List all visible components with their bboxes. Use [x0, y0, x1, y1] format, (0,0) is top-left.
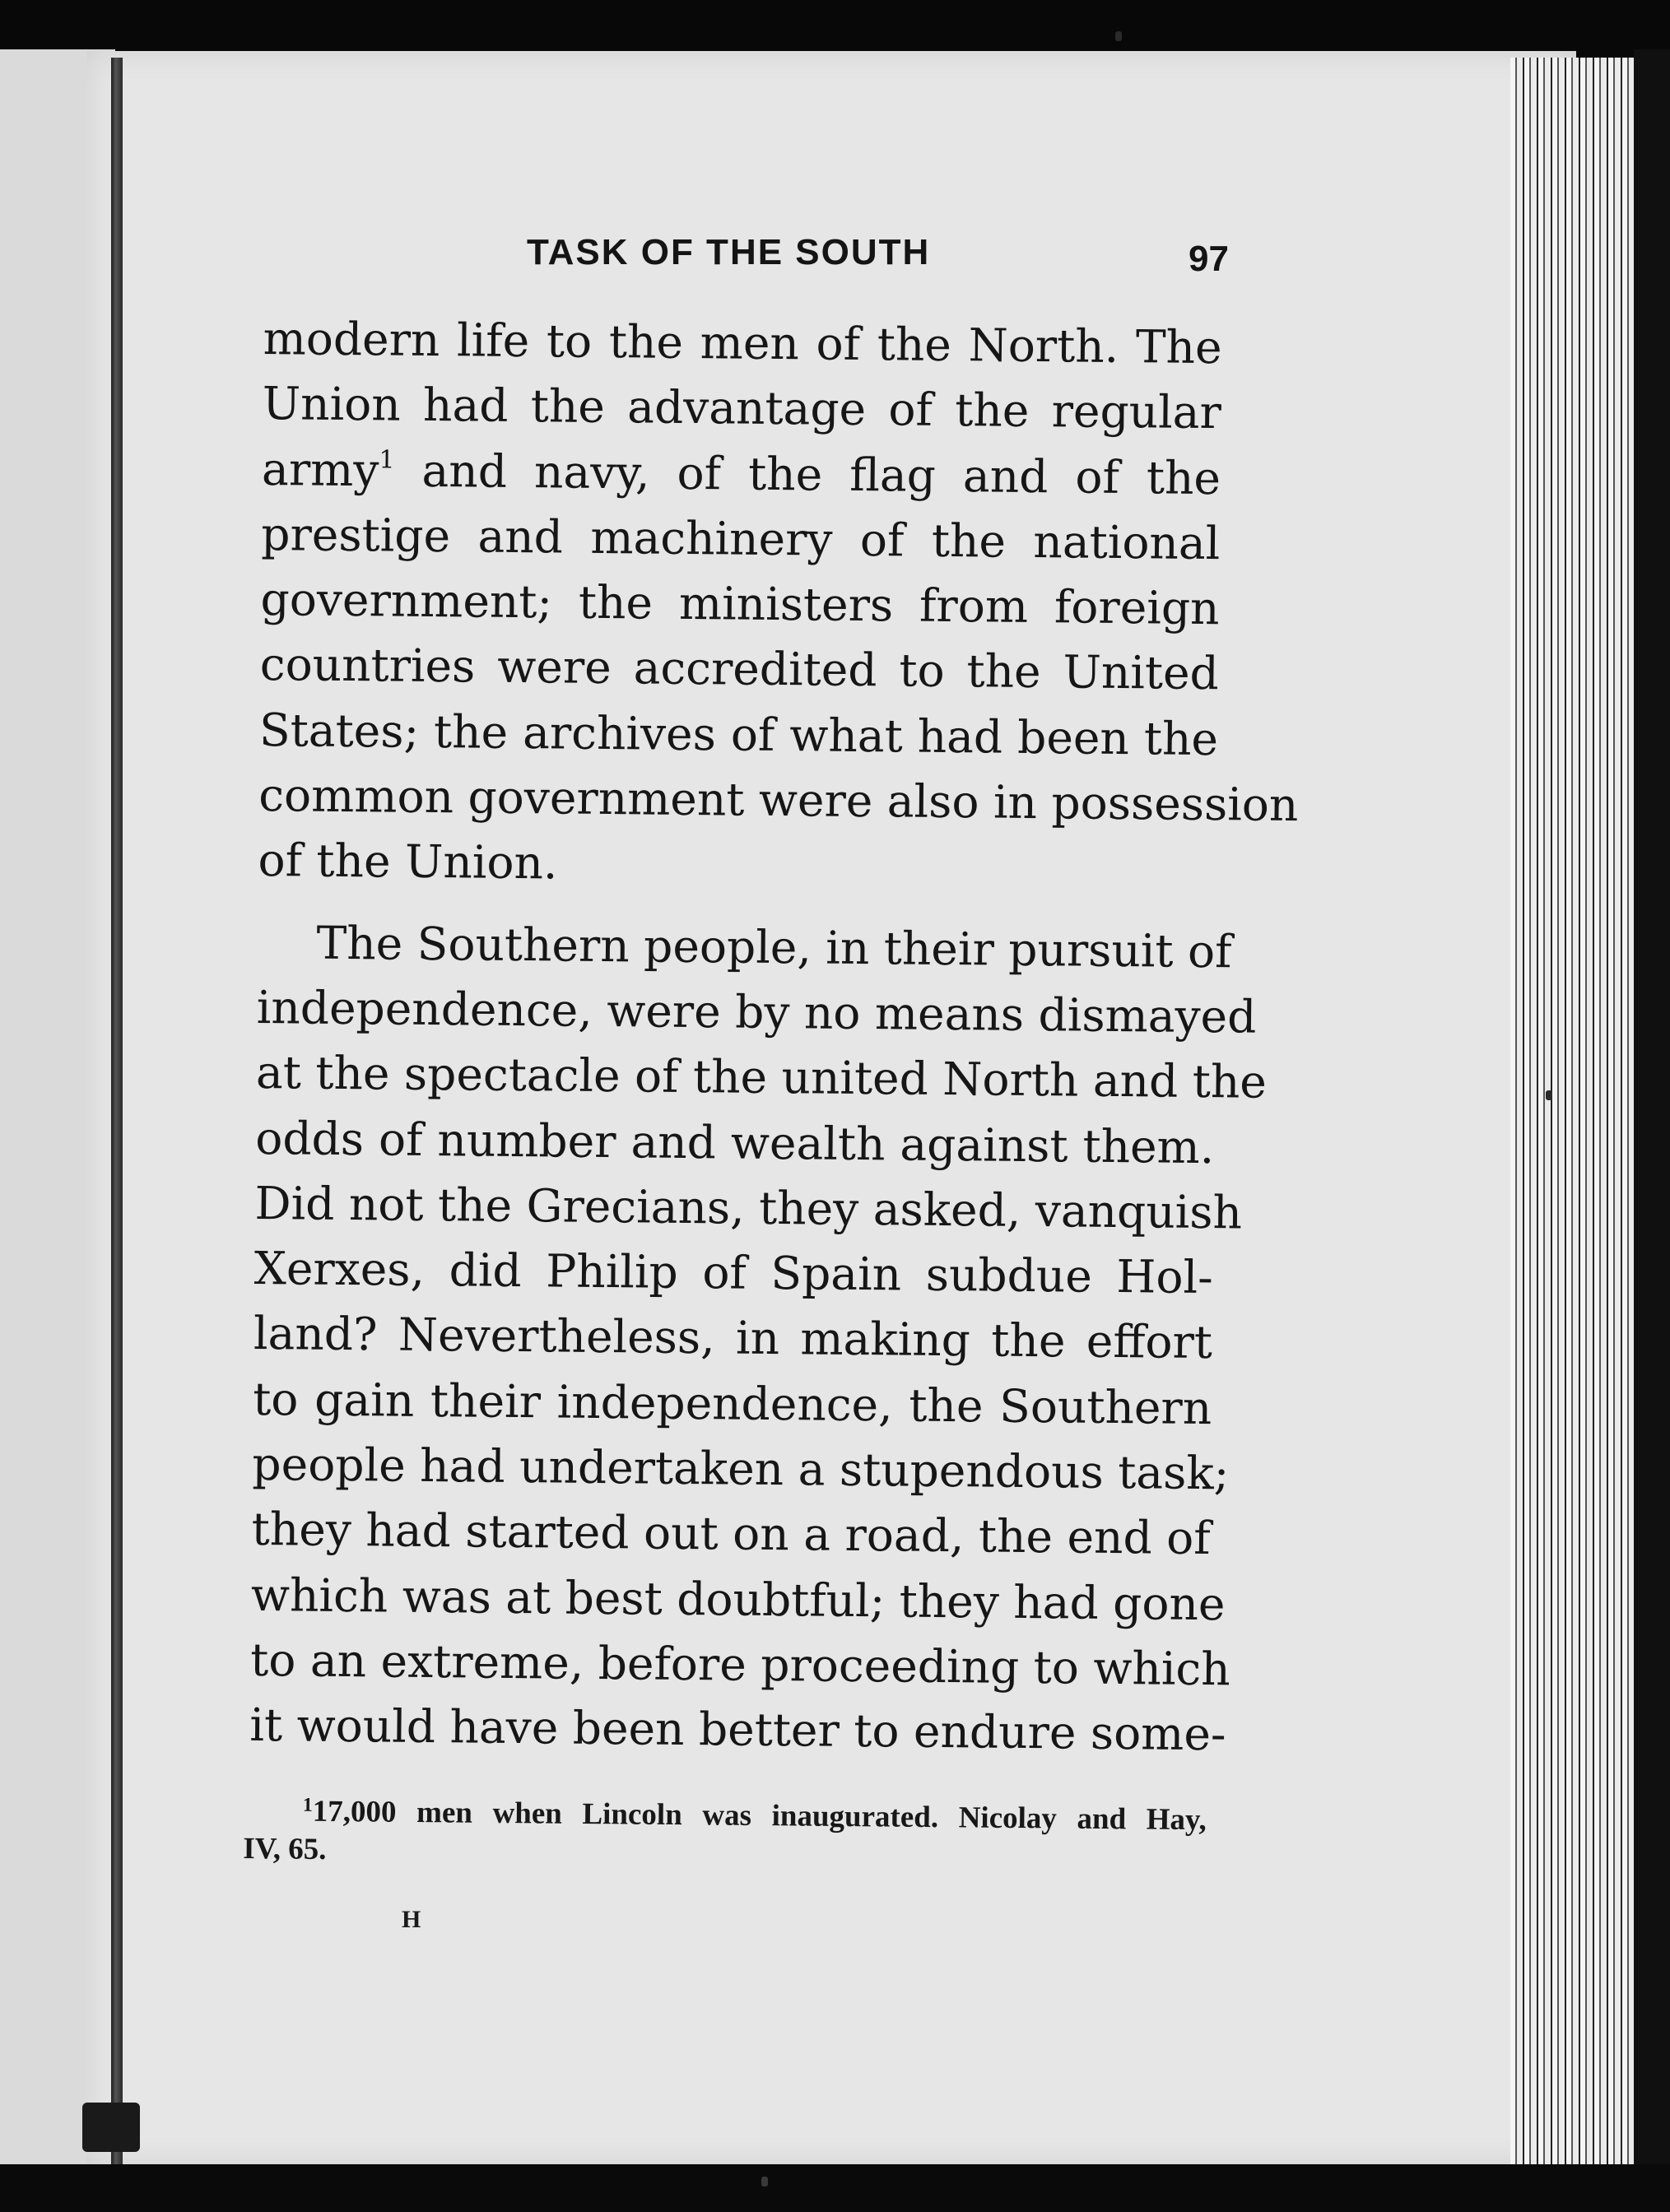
dust-speck — [761, 2177, 768, 2186]
book-gutter — [111, 58, 123, 2164]
running-head: TASK OF THE SOUTH — [527, 232, 931, 272]
scan-bottom-border — [0, 2164, 1670, 2212]
page-number: 97 — [1189, 239, 1229, 279]
text-line: government; the ministers from foreign — [260, 573, 1220, 635]
gutter-clip — [82, 2103, 140, 2152]
dust-speck — [1115, 31, 1122, 41]
text-line: people had undertaken a stupendous task; — [252, 1437, 1230, 1500]
text-line: of the Union. — [258, 834, 558, 890]
text-line: Did not the Grecians, they asked, vanquish — [254, 1176, 1243, 1239]
dust-speck — [1546, 1090, 1552, 1100]
text-line: at the spectacle of the united North and the — [255, 1046, 1268, 1109]
text-line: which was at best doubtful; they had gone — [250, 1568, 1226, 1630]
footnote-reference: 1 — [379, 444, 395, 475]
text-line: it would have been better to endure some- — [249, 1698, 1226, 1761]
footnote-line: IV, 65. — [243, 1831, 327, 1866]
scan-right-border — [1634, 49, 1670, 2212]
text-line: States; the archives of what had been the — [258, 703, 1219, 765]
text-line: The Southern people, in their pursuit of — [316, 916, 1232, 978]
body-text — [249, 306, 1299, 1768]
text-line: independence, were by no means dismayed — [256, 980, 1257, 1043]
text-line: prestige and machinery of the national — [261, 507, 1221, 570]
text-line: Xerxes, did Philip of Spain subdue Hol- — [254, 1242, 1214, 1304]
footnote-text: 17,000 men when Lincoln was inaugurated. Nicolay and Hay, — [312, 1794, 1207, 1838]
text-line: they had started out on a road, the end of — [251, 1503, 1211, 1565]
text-line: to gain their independence, the Southern — [252, 1372, 1212, 1434]
text-line: land? Nevertheless, in making the effort — [253, 1307, 1213, 1369]
text-line: modern life to the men of the North. The — [263, 311, 1222, 374]
text-line: odds of number and wealth against them. — [254, 1111, 1215, 1173]
footnote-number: 1 — [302, 1794, 313, 1816]
text-line: Union had the advantage of the regular — [262, 377, 1222, 439]
text-line: countries were accredited to the United — [259, 638, 1220, 700]
footnote — [243, 1792, 1207, 1877]
text-line: to an extreme, before proceeding to which — [249, 1633, 1231, 1696]
text-line: common government were also in possession — [258, 769, 1299, 832]
text-line: army$^1$ and navy, of the flag and of the — [261, 442, 1221, 504]
signature-mark: H — [402, 1906, 421, 1933]
